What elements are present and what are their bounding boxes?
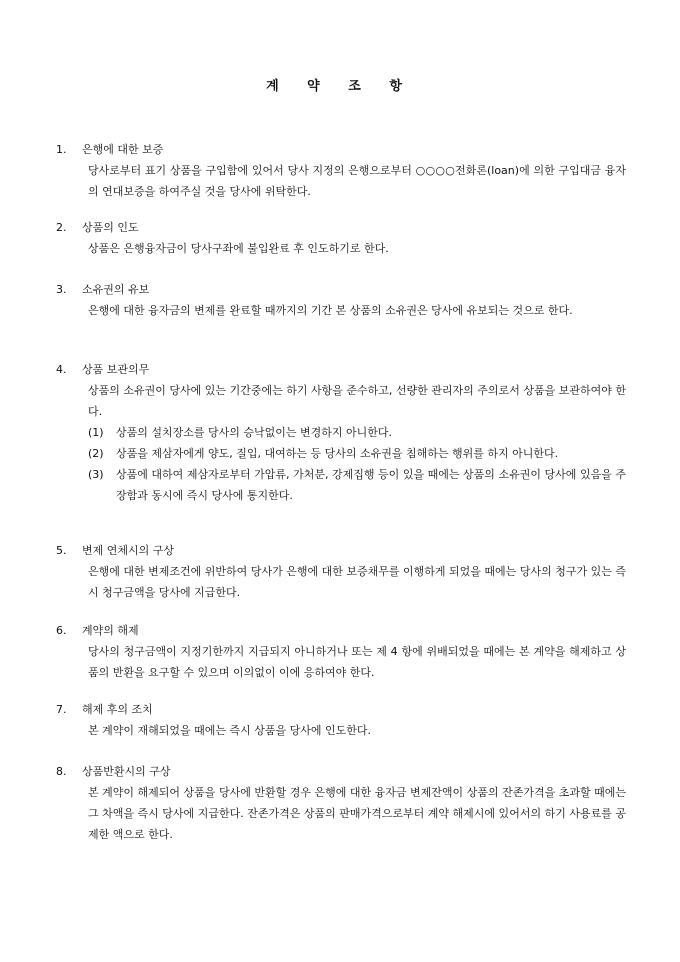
section-title: 상품반환시의 구상 [82,765,171,778]
section-number: 6. [56,624,67,637]
section-heading [56,279,626,300]
section-paragraph: 본 계약이 재해되었을 때에는 즉시 상품을 당사에 인도한다. [88,724,371,737]
item-text: 상품을 제삼자에게 양도, 질입, 대여하는 등 당사의 소유권을 침해하는 행위를 하지 아니한다. [116,447,559,460]
item-number: (2) [88,447,104,460]
section-title: 계약의 해제 [82,624,139,637]
section-number: 7. [56,703,67,716]
section-paragraph: 은행에 대한 변제조건에 위반하여 당사가 은행에 대한 보증채무를 이행하게 되었을 때에는 당사의 청구가 있는 즉시 청구금액을 당사에 지급한다. [88,565,626,599]
section-title: 상품 보관의무 [82,363,150,376]
section-heading [56,540,626,561]
section-title: 상품의 인도 [82,221,139,234]
section-heading [56,359,626,380]
item-number: (3) [88,468,104,481]
sub-item-list [88,422,626,506]
section-paragraph: 상품은 은행융자금이 당사구좌에 불입완료 후 인도하기로 한다. [88,242,389,255]
section-title: 은행에 대한 보증 [82,143,164,156]
section-paragraph: 은행에 대한 융자금의 변제를 완료할 때까지의 기간 본 상품의 소유권은 당사에 유보되는 것으로 한다. [88,304,573,317]
list-item [88,464,626,506]
item-number: (1) [88,426,104,439]
section-number: 3. [56,283,67,296]
section-paragraph: 상품의 소유권이 당사에 있는 기간중에는 하기 사항을 준수하고, 선량한 관리자의 주의로서 상품을 보관하여야 한다. [88,384,626,418]
document-title: 계 약 조 항 [266,79,414,94]
section-number: 2. [56,221,67,234]
section-paragraph: 당사로부터 표기 상품을 구입함에 있어서 당사 지정의 은행으로부터 ○○○○전화론(loan)에 의한 구입대금 융자의 연대보증을 하여주실 것을 당사에 위탁한다. [88,164,626,198]
item-text: 상품의 설치장소를 당사의 승낙없이는 변경하지 아니한다. [116,426,393,439]
section-4 [56,359,626,506]
section-title: 해제 후의 조치 [82,703,153,716]
section-title: 변제 연체시의 구상 [82,544,175,557]
section-heading [56,139,626,160]
section-number: 8. [56,765,67,778]
section-heading [56,217,626,238]
section-paragraph: 당사의 청구금액이 지정기한까지 지급되지 아니하거나 또는 제 4 항에 위배되었을 때에는 본 계약을 해제하고 상품의 반환을 요구할 수 있으며 이의없이 이에 응하여야 한다. [88,645,626,679]
section-2 [56,217,626,259]
section-8 [56,761,626,845]
section-1 [56,139,626,202]
section-number: 5. [56,544,67,557]
list-item [88,443,626,464]
section-number: 1. [56,143,67,156]
section-paragraph: 본 계약이 해제되어 상품을 당사에 반환할 경우 은행에 대한 융자금 변제잔액이 상품의 잔존가격을 초과할 때에는 그 차액을 즉시 당사에 지급한다. 잔존가격은 상품의 판매가격으로부터 계약 해제시에 있어서의 하기 사용료를 공제한 액으로 한다. [88,786,626,841]
section-5 [56,540,626,603]
section-7 [56,699,626,741]
item-text: 상품에 대하여 제삼자로부터 가압류, 가처분, 강제집행 등이 있을 때에는 상품의 소유권이 당사에 있음을 주장함과 동시에 즉시 당사에 통지한다. [116,468,626,502]
section-title: 소유권의 유보 [82,283,150,296]
section-3 [56,279,626,321]
list-item [88,422,626,443]
section-heading [56,761,626,782]
section-number: 4. [56,363,67,376]
section-6 [56,620,626,683]
section-heading [56,620,626,641]
section-heading [56,699,626,720]
